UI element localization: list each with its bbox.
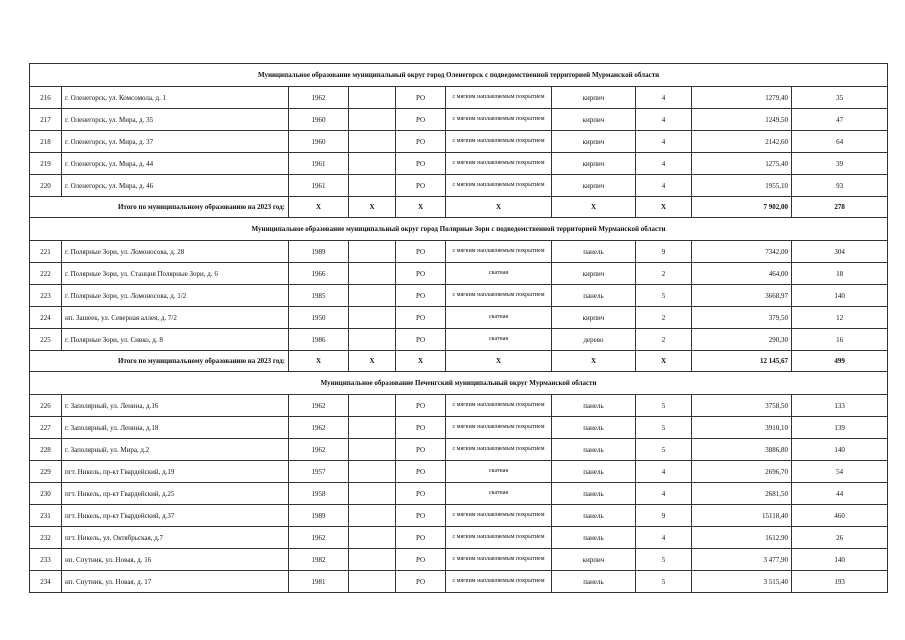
total-area: 7 902,00 — [692, 197, 792, 218]
table-cell: 226 — [30, 395, 62, 417]
table-cell: РО — [396, 87, 446, 109]
table-cell: 1989 — [289, 505, 349, 527]
table-cell: 224 — [30, 307, 62, 329]
total-count: 499 — [792, 351, 888, 372]
table-cell: РО — [396, 307, 446, 329]
table-cell: 228 — [30, 439, 62, 461]
table-cell: 1279,40 — [692, 87, 792, 109]
table-cell: кирпич — [552, 263, 636, 285]
table-cell: 1957 — [289, 461, 349, 483]
table-cell: г. Оленегорск, ул. Мира, д. 37 — [62, 131, 289, 153]
table-cell: 18 — [792, 263, 888, 285]
table-cell: 1960 — [289, 131, 349, 153]
table-cell: 227 — [30, 417, 62, 439]
table-cell: РО — [396, 131, 446, 153]
table-cell: РО — [396, 241, 446, 263]
table-row — [30, 483, 888, 505]
section-header-row — [30, 218, 888, 241]
table-cell: 234 — [30, 571, 62, 593]
table-cell: РО — [396, 109, 446, 131]
total-x-mark: X — [396, 351, 446, 372]
table-cell: 5 — [636, 439, 692, 461]
table-cell: 2 — [636, 329, 692, 351]
table-cell: г. Заполярный, ул. Мира, д.2 — [62, 439, 289, 461]
total-count: 278 — [792, 197, 888, 218]
table-cell: скатная — [446, 329, 552, 351]
table-cell — [349, 263, 396, 285]
table-cell: 290,30 — [692, 329, 792, 351]
table-cell: 2681,50 — [692, 483, 792, 505]
table-cell: 7342,00 — [692, 241, 792, 263]
total-label: Итого по муниципальному образованию на 2023 год: — [30, 197, 289, 218]
total-x-mark: X — [289, 197, 349, 218]
section-title: Муниципальное образование Печенгский муниципальный округ Мурманской области — [30, 372, 888, 395]
table-cell: 4 — [636, 109, 692, 131]
table-cell: г. Оленегорск, ул. Мира, д. 44 — [62, 153, 289, 175]
table-cell: 1986 — [289, 329, 349, 351]
table-cell: нп. Зашеек, ул. Северная аллея, д. 7/2 — [62, 307, 289, 329]
table-row — [30, 263, 888, 285]
table-cell: г. Полярные Зори, ул. Ломоносова, д. 1/2 — [62, 285, 289, 307]
table-cell: кирпич — [552, 175, 636, 197]
total-x-mark: X — [552, 351, 636, 372]
table-cell: 4 — [636, 131, 692, 153]
table-cell: 232 — [30, 527, 62, 549]
table-row — [30, 439, 888, 461]
total-x-mark: X — [396, 197, 446, 218]
table-cell: 12 — [792, 307, 888, 329]
table-row — [30, 175, 888, 197]
table-row — [30, 131, 888, 153]
table-cell: с мягким наплавляемым покрытием — [446, 109, 552, 131]
table-cell — [349, 307, 396, 329]
table-row — [30, 307, 888, 329]
table-row — [30, 461, 888, 483]
table-cell: 1989 — [289, 241, 349, 263]
total-x-mark: X — [289, 351, 349, 372]
table-cell: РО — [396, 439, 446, 461]
total-x-mark: X — [636, 197, 692, 218]
table-cell: с мягким наплавляемым покрытием — [446, 505, 552, 527]
table-cell: 1962 — [289, 87, 349, 109]
table-cell: РО — [396, 175, 446, 197]
section-title: Муниципальное образование муниципальный округ город Оленегорск с подведомственной территорией Мурманской области — [30, 64, 888, 87]
table-row — [30, 329, 888, 351]
table-cell — [349, 285, 396, 307]
table-cell: 217 — [30, 109, 62, 131]
table-cell: пгт. Никель, пр-кт Гвардейский, д.25 — [62, 483, 289, 505]
section-title: Муниципальное образование муниципальный округ город Полярные Зори с подведомственной территорией Мурманской области — [30, 218, 888, 241]
table-cell: 93 — [792, 175, 888, 197]
table-cell: пгт. Никель, пр-кт Гвардейский, д.19 — [62, 461, 289, 483]
table-cell: 1960 — [289, 109, 349, 131]
table-cell: 219 — [30, 153, 62, 175]
table-cell: пгт. Никель, ул. Октябрьская, д.7 — [62, 527, 289, 549]
total-x-mark: X — [446, 351, 552, 372]
table-row — [30, 527, 888, 549]
table-cell: 139 — [792, 417, 888, 439]
table-cell: 230 — [30, 483, 62, 505]
table-cell: 4 — [636, 175, 692, 197]
table-cell: 5 — [636, 395, 692, 417]
table-cell: с мягким наплавляемым покрытием — [446, 571, 552, 593]
table-cell: панель — [552, 285, 636, 307]
table-cell: 3910,10 — [692, 417, 792, 439]
table-cell: панель — [552, 439, 636, 461]
table-cell: 44 — [792, 483, 888, 505]
table-cell: г. Оленегорск, ул. Комсомола, д. 1 — [62, 87, 289, 109]
table-cell: 9 — [636, 505, 692, 527]
table-cell: с мягким наплавляемым покрытием — [446, 153, 552, 175]
table-cell: кирпич — [552, 549, 636, 571]
table-cell: скатная — [446, 461, 552, 483]
table-cell — [349, 461, 396, 483]
total-x-mark: X — [349, 351, 396, 372]
table-cell: 47 — [792, 109, 888, 131]
table-cell: кирпич — [552, 307, 636, 329]
table-cell: 223 — [30, 285, 62, 307]
table-row — [30, 109, 888, 131]
table-cell — [349, 417, 396, 439]
table-cell: 39 — [792, 153, 888, 175]
table-cell — [349, 109, 396, 131]
table-cell: г. Полярные Зори, ул. Сивко, д. 8 — [62, 329, 289, 351]
table-cell — [349, 329, 396, 351]
section-header-row — [30, 64, 888, 87]
table-cell: с мягким наплавляемым покрытием — [446, 131, 552, 153]
table-cell: 3886,80 — [692, 439, 792, 461]
table-cell: 233 — [30, 549, 62, 571]
table-cell: с мягким наплавляемым покрытием — [446, 527, 552, 549]
table-cell: г. Оленегорск, ул. Мира, д. 46 — [62, 175, 289, 197]
table-cell: дерево — [552, 329, 636, 351]
table-cell — [349, 395, 396, 417]
total-row — [30, 351, 888, 372]
table-cell: 3 515,40 — [692, 571, 792, 593]
total-area: 12 145,67 — [692, 351, 792, 372]
table-cell: 5 — [636, 549, 692, 571]
table-row — [30, 285, 888, 307]
table-cell: с мягким наплавляемым покрытием — [446, 417, 552, 439]
table-cell: скатная — [446, 483, 552, 505]
table-cell: 4 — [636, 461, 692, 483]
table-cell: 2142,60 — [692, 131, 792, 153]
table-cell: РО — [396, 527, 446, 549]
table-cell: панель — [552, 505, 636, 527]
table-cell: 4 — [636, 87, 692, 109]
table-cell: 1950 — [289, 307, 349, 329]
table-cell: кирпич — [552, 109, 636, 131]
table-cell: панель — [552, 417, 636, 439]
table-cell: 64 — [792, 131, 888, 153]
table-cell: 2 — [636, 307, 692, 329]
table-cell: пгт. Никель, пр-кт Гвардейский, д.37 — [62, 505, 289, 527]
table-cell: РО — [396, 395, 446, 417]
table-cell: 221 — [30, 241, 62, 263]
table-cell — [349, 131, 396, 153]
table-cell — [349, 527, 396, 549]
table-cell: РО — [396, 263, 446, 285]
table-cell: РО — [396, 153, 446, 175]
table-cell: 4 — [636, 153, 692, 175]
table-cell: 140 — [792, 549, 888, 571]
table-cell: г. Заполярный, ул. Ленина, д.18 — [62, 417, 289, 439]
table-cell — [349, 505, 396, 527]
table-cell: г. Заполярный, ул. Ленина, д.16 — [62, 395, 289, 417]
total-x-mark: X — [552, 197, 636, 218]
table-cell: 9 — [636, 241, 692, 263]
table-row — [30, 395, 888, 417]
table-cell: нп. Спутник, ул. Новая, д. 17 — [62, 571, 289, 593]
table-cell: 2696,70 — [692, 461, 792, 483]
table-cell: 1962 — [289, 439, 349, 461]
table-cell: 26 — [792, 527, 888, 549]
table-cell: 16 — [792, 329, 888, 351]
table-cell: 220 — [30, 175, 62, 197]
table-cell: с мягким наплавляемым покрытием — [446, 395, 552, 417]
table-cell — [349, 175, 396, 197]
table-cell: РО — [396, 549, 446, 571]
table-row — [30, 87, 888, 109]
table-cell: скатная — [446, 307, 552, 329]
table-cell: 5 — [636, 417, 692, 439]
table-cell — [349, 439, 396, 461]
table-cell: с мягким наплавляемым покрытием — [446, 285, 552, 307]
table-cell: панель — [552, 571, 636, 593]
table-cell — [349, 549, 396, 571]
table-cell: 304 — [792, 241, 888, 263]
table-body — [30, 64, 888, 593]
table-cell: 54 — [792, 461, 888, 483]
table-cell: РО — [396, 571, 446, 593]
table-cell: 1961 — [289, 175, 349, 197]
table-cell: 193 — [792, 571, 888, 593]
table-cell: 140 — [792, 439, 888, 461]
table-cell: РО — [396, 329, 446, 351]
table-row — [30, 571, 888, 593]
table-cell: 5 — [636, 571, 692, 593]
table-cell: 231 — [30, 505, 62, 527]
table-cell: с мягким наплавляемым покрытием — [446, 87, 552, 109]
table-cell: нп. Спутник, ул. Новая, д. 16 — [62, 549, 289, 571]
table-cell: панель — [552, 241, 636, 263]
table-cell: 3758,50 — [692, 395, 792, 417]
table-cell: 1955,10 — [692, 175, 792, 197]
table-cell: с мягким наплавляемым покрытием — [446, 439, 552, 461]
table-cell: 3 477,90 — [692, 549, 792, 571]
table-cell: РО — [396, 285, 446, 307]
total-x-mark: X — [349, 197, 396, 218]
table-cell: 1981 — [289, 571, 349, 593]
table-cell: 222 — [30, 263, 62, 285]
table-cell: 464,00 — [692, 263, 792, 285]
table-cell: г. Полярные Зори, ул. Ломоносова, д. 28 — [62, 241, 289, 263]
table-cell: 4 — [636, 527, 692, 549]
table-cell: 1961 — [289, 153, 349, 175]
table-cell: 1612,90 — [692, 527, 792, 549]
table-cell: РО — [396, 417, 446, 439]
table-cell: с мягким наплавляемым покрытием — [446, 549, 552, 571]
table-cell: г. Полярные Зори, ул. Станция Полярные Зори, д. 6 — [62, 263, 289, 285]
table-cell: скатная — [446, 263, 552, 285]
table-cell: РО — [396, 461, 446, 483]
table-cell: кирпич — [552, 87, 636, 109]
table-row — [30, 505, 888, 527]
table-cell: 3668,97 — [692, 285, 792, 307]
table-cell: 1249,50 — [692, 109, 792, 131]
table-cell: панель — [552, 395, 636, 417]
housing-register-table — [29, 63, 888, 593]
table-cell: кирпич — [552, 153, 636, 175]
total-row — [30, 197, 888, 218]
table-cell: 218 — [30, 131, 62, 153]
total-x-mark: X — [446, 197, 552, 218]
table-cell: 1962 — [289, 417, 349, 439]
table-cell: 133 — [792, 395, 888, 417]
table-cell: 379,50 — [692, 307, 792, 329]
table-cell: 2 — [636, 263, 692, 285]
table-cell: РО — [396, 505, 446, 527]
table-cell: г. Оленегорск, ул. Мира, д. 35 — [62, 109, 289, 131]
table-cell: 15118,40 — [692, 505, 792, 527]
table-cell: 216 — [30, 87, 62, 109]
table-cell: с мягким наплавляемым покрытием — [446, 175, 552, 197]
table-cell: 4 — [636, 483, 692, 505]
total-x-mark: X — [636, 351, 692, 372]
table-cell: 140 — [792, 285, 888, 307]
table-cell: 1985 — [289, 285, 349, 307]
table-cell: 1982 — [289, 549, 349, 571]
table-cell — [349, 87, 396, 109]
table-cell: 229 — [30, 461, 62, 483]
section-header-row — [30, 372, 888, 395]
table-cell — [349, 153, 396, 175]
table-cell: 460 — [792, 505, 888, 527]
table-cell — [349, 241, 396, 263]
table-cell: 1966 — [289, 263, 349, 285]
table-cell: с мягким наплавляемым покрытием — [446, 241, 552, 263]
table-row — [30, 153, 888, 175]
table-cell: 1958 — [289, 483, 349, 505]
table-row — [30, 549, 888, 571]
table-row — [30, 241, 888, 263]
table-cell: кирпич — [552, 131, 636, 153]
table-cell: 1962 — [289, 527, 349, 549]
table-cell: 35 — [792, 87, 888, 109]
table-cell: 1962 — [289, 395, 349, 417]
table-cell: панель — [552, 461, 636, 483]
table-cell: 225 — [30, 329, 62, 351]
table-cell: панель — [552, 483, 636, 505]
table-row — [30, 417, 888, 439]
table-cell: панель — [552, 527, 636, 549]
table-cell: РО — [396, 483, 446, 505]
table-cell: 5 — [636, 285, 692, 307]
table-cell — [349, 571, 396, 593]
table-cell — [349, 483, 396, 505]
total-label: Итого по муниципальному образованию на 2023 год: — [30, 351, 289, 372]
table-cell: 1275,40 — [692, 153, 792, 175]
